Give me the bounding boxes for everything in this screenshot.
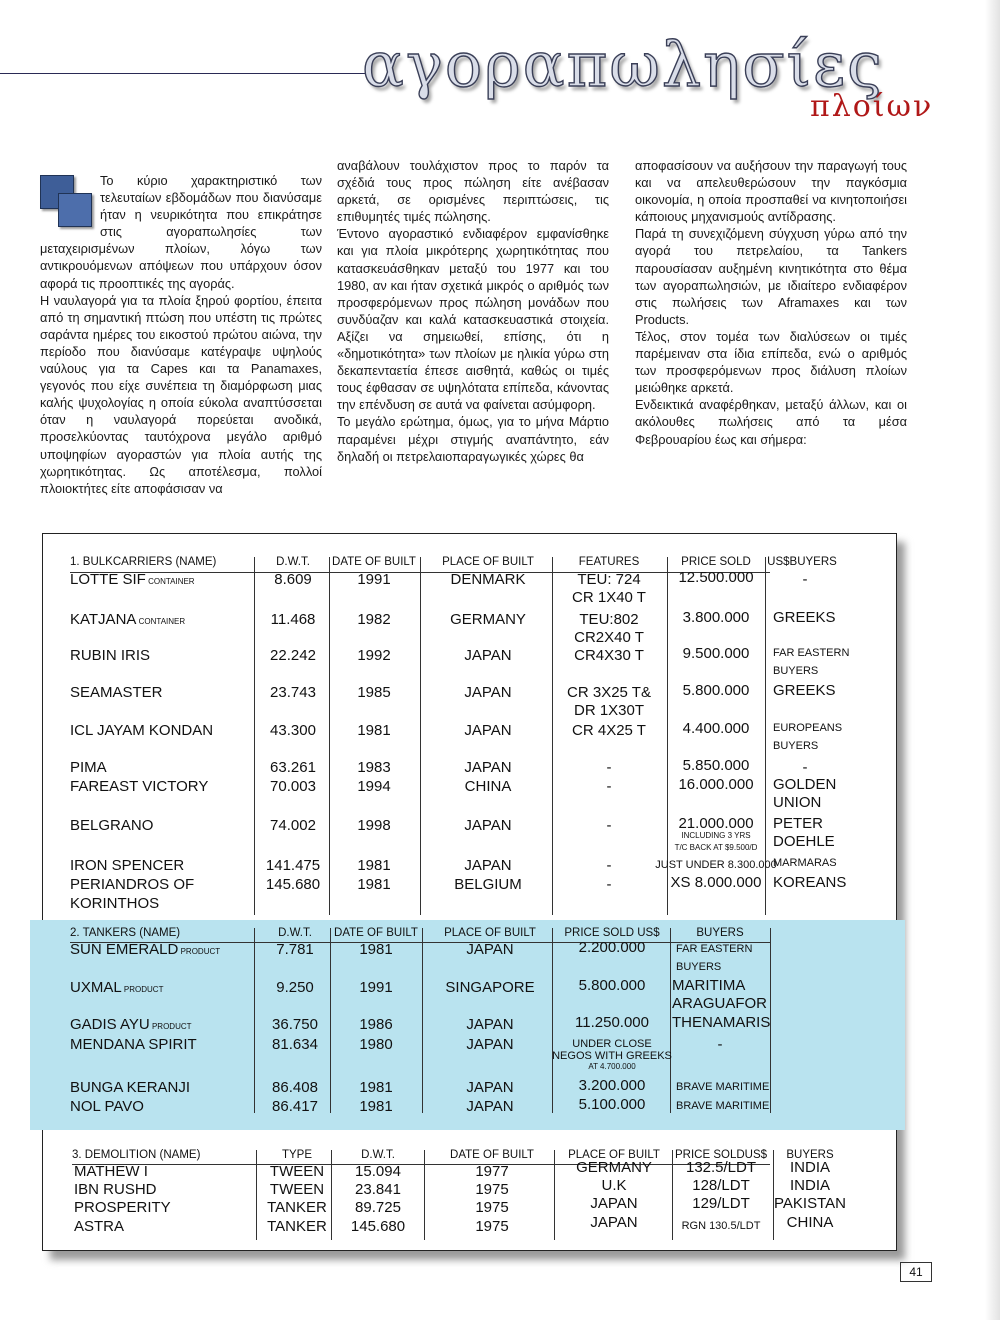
demolition-row-2-year: 1975 [475,1199,509,1216]
bulk-row-9-place: BELGIUM [454,876,522,893]
demolition-row-0-type: TWEEN [269,1163,325,1180]
paragraph: Έντονο αγοραστικό ενδιαφέρον εμφανίσθηκε και για πλοία μικρότερης χωρητικότητας που κατασκευάσθηκαν μεταξύ του 1977 και του 1980, αν και ήταν σχετικά μικρός ο αριθμός των προσφερόμενων προς πώληση μονάδων που συνδύαζαν και καλά κατασκευαστικά στοιχεία. Αξίζει να σημειωθεί, επίσης, ότι η «δημοτικότητα» των πλοίων με ηλικία γύρω στη δεκαπενταετία έπεσε αισθητά, καθώς οι τιμές τους έφθασαν σε υψηλότατα επίπεδα, κάνοντας την επένδυση σε αυτά να φαίνεται ασύμφορη. [337,226,609,413]
bulk-row-9-buyers: KOREANS [773,874,847,891]
tanker-row-5-dwt: 86.417 [272,1098,318,1115]
bulk-row-9-price: XS 8.000.000 [670,874,762,891]
paragraph: αναβάλουν τουλάχιστον προς το παρόν τα σχέδιά τους προς πώληση είτε ανέβασαν αρκετά, σε ορισμένες περιπτώσεις, τις επιθυμητές τιμές πώλησης. [337,158,609,225]
bulk-row-0-place: DENMARK [450,571,526,588]
bulk-row-9-year: 1981 [357,876,391,893]
vessel-name: RUBIN IRIS [70,647,151,664]
table-column-rule [424,1150,425,1240]
bulk-row-3-buyers: GREEKS [773,682,836,699]
bulk-row-4-price: 4.400.000 [682,720,750,737]
tanker-row-4-buyers: BRAVE MARITIME [676,1081,770,1093]
bulk-row-1-features: TEU:802 [579,611,639,628]
tanker-row-3-dwt: 81.634 [272,1036,318,1053]
bulk-row-0-year: 1991 [357,571,391,588]
table-column-rule [254,928,255,1113]
demolition-row-1-place: U.K [601,1177,627,1194]
bulk-row-8-price: JUST UNDER 8.300.000 [655,859,777,871]
tanker-row-5-year: 1981 [359,1098,393,1115]
table-column-rule [552,928,553,1113]
tankers-header-5: BUYERS [696,927,744,939]
tanker-row-1-year: 1991 [359,979,393,996]
table-column-rule [422,928,423,1113]
bulk-row-4-vessel-name [70,723,213,738]
bulk-row-5-buyers: - [802,759,808,776]
bulk-row-3-place: JAPAN [464,684,512,701]
tanker-row-5-buyers: BRAVE MARITIME [676,1100,770,1112]
bulk-header-6: US$BUYERS [767,556,837,568]
table-column-rule [330,928,331,1113]
vessel-name: GADIS AYU [70,1016,150,1033]
demolition-header-5: PRICE SOLDUS$ [674,1149,768,1161]
paragraph: Το κύριο χαρακτηριστικό των τελευταίων εβδομάδων που διανύσαμε ήταν η νευρικότητα που επικράτησε στις αγοραπωλησίες των μεταχειρισμένων πλοίων, λόγω των αντικρουόμενων απόψεων που υπάρχουν όσον αφορά τις προοπτικές της αγοράς. [40,173,322,291]
bulk-row-0-dwt: 8.609 [274,571,312,588]
demolition-row-2-dwt: 89.725 [355,1199,401,1216]
tanker-row-3-buyers: - [717,1036,723,1053]
bulk-row-3-dwt: 23.743 [270,684,316,701]
bulk-row-1-features: CR2X40 T [574,629,644,646]
vessel-type-tag: PRODUCT [149,1022,192,1031]
demolition-row-2-price: 129/LDT [692,1195,750,1212]
tanker-row-4-dwt: 86.408 [272,1079,318,1096]
bulk-row-5-place: JAPAN [464,759,512,776]
bulk-row-0-features: CR 1X40 T [572,589,646,606]
demolition-row-3-place: JAPAN [590,1214,638,1231]
bulk-row-3-vessel-name [70,685,163,700]
tanker-row-3-price-note: UNDER CLOSE [572,1038,652,1050]
bulk-row-7-buyers: PETER [773,815,824,832]
bulk-row-6-year: 1994 [357,778,391,795]
bulk-row-5-year: 1983 [357,759,391,776]
bulk-row-2-price: 9.500.000 [682,645,750,662]
bulk-row-6-price: 16.000.000 [678,776,754,793]
bulk-row-0-features: TEU: 724 [577,571,641,588]
tanker-row-2-buyers: THENAMARIS [672,1014,771,1031]
tanker-row-0-place: JAPAN [466,941,514,958]
bulk-row-8-vessel-name [70,858,184,873]
bulk-row-0-price: 12.500.000 [678,569,754,586]
bulk-row-0-buyers: - [802,571,808,588]
bulk-row-4-buyers: EUROPEANS [773,722,843,734]
demolition-row-3-year: 1975 [475,1218,509,1235]
demolition-header-6: BUYERS [786,1149,834,1161]
bulk-row-5-features: - [606,759,612,776]
bulk-row-1-vessel-name [70,612,185,627]
bulk-row-1-place: GERMANY [450,611,526,628]
vessel-name: KATJANA [70,611,137,628]
tanker-row-4-vessel-name [70,1080,190,1095]
paragraph: Παρά τη συνεχιζόμενη σύγχυση γύρω από την αγορά του πετρελαίου, τα Tankers παρουσίασαν αυξημένη κινητικότητα στο θέμα των αγοραπωλησιών, με ιδιαίτερο ενδιαφέρον στις πωλήσεις των Aframaxes και των Products. [635,226,907,327]
tanker-row-2-vessel-name [70,1017,192,1032]
bulk-row-7-year: 1998 [357,817,391,834]
tanker-row-2-year: 1986 [359,1016,393,1033]
vessel-name: PIMA [70,759,107,776]
paragraph: Η ναυλαγορά για τα πλοία ξηρού φορτίου, έπειτα από τη σημαντική πτώση που υπέστη τις πρώτες σαράντα ημέρες του εικοστού πρώτου αιώνα, την περίοδο που διανύσαμε κατέγραψε υψηλούς ναύλους για τα Capes και τα Panamaxes, γεγονός που είχε συνέπεια τη διαμόρφωση μιας καλής ψυχολογίας η οποία εύκολα αναπτύσσεται όταν η ναυλαγορά πορεύεται ανοδικά, προσελκύοντας ταυτόχρονα μεγάλο αριθμό υποψηφίων αγοραστών για πλοία αυτής της χωρητικότητας. Ως αποτέλεσμα, πολλοί πλοιοκτήτες είτε αποφάσισαν να [40,292,322,496]
bulk-row-4-dwt: 43.300 [270,722,316,739]
bulk-row-6-vessel-name [70,779,208,794]
vessel-name: SUN EMERALD [70,941,179,958]
bulk-row-9-vessel-name-2: KORINTHOS [70,895,160,912]
bulk-row-7-price: 21.000.000 [678,815,754,832]
tankers-header-1: D.W.T. [278,927,312,939]
tanker-row-5-place: JAPAN [466,1098,514,1115]
tankers-header-3: PLACE OF BUILT [444,927,536,939]
demolition-header-1: TYPE [281,1149,313,1161]
bulk-row-6-buyers: GOLDEN [773,776,837,793]
bulk-row-3-year: 1985 [357,684,391,701]
bulk-header-4: FEATURES [578,556,640,568]
tanker-row-5-price: 5.100.000 [578,1096,646,1113]
demolition-row-3-buyers: CHINA [786,1214,834,1231]
table-column-rule [554,1150,555,1240]
article-column-1 [40,172,322,497]
vessel-name: IRON SPENCER [70,857,185,874]
tanker-row-5-vessel-name [70,1099,144,1114]
table-column-rule [552,557,553,915]
bulk-row-5-price: 5.850.000 [682,757,750,774]
demolition-row-3-dwt: 145.680 [350,1218,406,1235]
vessel-type-tag: PRODUCT [178,947,221,956]
demolition-header-4: PLACE OF BUILT [568,1149,660,1161]
bulk-row-2-vessel-name [70,648,150,663]
paragraph: Το μεγάλο ερώτημα, όμως, για το μήνα Μάρτιο παραμένει μέχρι στιγμής αναπάντητο, εάν δηλαδή οι πετρελαιοπαραγωγικές χώρες θα [337,414,609,464]
demolition-row-1-buyers: INDIA [789,1177,831,1194]
vessel-name: BELGRANO [70,817,154,834]
dropcap-space [40,172,100,224]
demolition-row-3-vessel-name: ASTRA [74,1218,125,1235]
demolition-row-2-buyers: PAKISTAN [774,1195,846,1212]
paragraph: Τέλος, στον τομέα των διαλύσεων οι τιμές παρέμειναν στα ίδια επίπεδα, ενώ ο αριθμός των προσφερόμενων προς διάλυση πλοίων μειώθηκε αρκετά. [635,328,907,396]
demolition-row-0-vessel-name: MATHEW I [74,1163,148,1180]
vessel-name: MENDANA SPIRIT [70,1036,197,1053]
demolition-row-0-price: 132.5/LDT [685,1159,757,1176]
tanker-row-1-buyers: MARITIMA [672,977,746,994]
bulk-row-2-buyers: FAR EASTERN [773,647,850,659]
vessel-name: BUNGA KERANJI [70,1079,191,1096]
bulk-header-3: PLACE OF BUILT [442,556,534,568]
vessel-name: ICL JAYAM KONDAN [70,722,214,739]
bulk-row-6-features: - [606,778,612,795]
bulk-row-8-year: 1981 [357,857,391,874]
demolition-header-2: D.W.T. [361,1149,395,1161]
demolition-row-2-place: JAPAN [590,1195,638,1212]
vessel-name: NOL PAVO [70,1098,144,1115]
vessel-type-tag: PRODUCT [121,985,164,994]
paragraph: Ενδεικτικά αναφέρθηκαν, μεταξύ άλλων, και οι ακόλουθες πωλήσεις από τα μέσα Φεβρουαρίου έως και σήμερα: [635,397,907,447]
table-column-rule [256,1150,257,1240]
bulk-header-2: DATE OF BUILT [332,556,416,568]
tanker-row-1-buyers: ARAGUAFOR [672,995,768,1012]
tanker-row-1-dwt: 9.250 [276,979,314,996]
paragraph: αποφασίσουν να αυξήσουν την παραγωγή τους και να απελευθερώσουν την παγκόσμια οικονομία, η οποία προσπαθεί να κινητοποιήσει κάποιους μηχανισμούς αντίδρασης. [635,158,907,225]
table-column-rule [329,557,330,915]
bulk-header-0: 1. BULKCARRIERS (NAME) [70,556,217,568]
tanker-row-4-year: 1981 [359,1079,393,1096]
bulk-header-5: PRICE SOLD [681,556,751,568]
bulk-row-6-place: CHINA [464,778,512,795]
tanker-row-3-vessel-name [70,1037,197,1052]
bulk-row-2-buyers: BUYERS [773,665,819,677]
demolition-row-1-price: 128/LDT [692,1177,750,1194]
bulk-row-2-dwt: 22.242 [270,647,316,664]
tanker-row-4-price: 3.200.000 [578,1077,646,1094]
bulk-row-2-year: 1992 [357,647,391,664]
bulk-row-8-place: JAPAN [464,857,512,874]
tanker-row-2-place: JAPAN [466,1016,514,1033]
demolition-row-1-dwt: 23.841 [355,1181,401,1198]
bulk-row-1-price: 3.800.000 [682,609,750,626]
bulk-row-2-features: CR4X30 T [574,647,644,664]
bulk-row-3-features: CR 3X25 T& [567,684,651,701]
demolition-row-0-year: 1977 [475,1163,509,1180]
bulk-header-1: D.W.T. [276,556,310,568]
bulk-row-6-buyers: UNION [773,794,822,811]
tanker-row-3-price-note: AT 4.700.000 [588,1062,636,1071]
bulk-row-7-buyers: DOEHLE [773,833,835,850]
bulk-row-7-place: JAPAN [464,817,512,834]
table-column-rule [331,1150,332,1240]
demolition-row-2-vessel-name: PROSPERITY [74,1199,171,1216]
vessel-name: UXMAL [70,979,122,996]
bulk-row-3-features: DR 1X30T [573,702,645,719]
table-column-rule [254,557,255,915]
bulk-row-7-vessel-name [70,818,153,833]
demolition-row-0-place: GERMANY [576,1159,652,1176]
tankers-header-0: 2. TANKERS (NAME) [70,927,181,939]
demolition-row-3-type: TANKER [267,1218,327,1235]
table-column-rule [420,557,421,915]
vessel-name: LOTTE SIF [70,571,146,588]
bulk-row-1-buyers: GREEKS [773,609,836,626]
bulk-row-4-year: 1981 [357,722,391,739]
bulk-row-6-dwt: 70.003 [270,778,316,795]
demolition-row-3-price: RGN 130.5/LDT [681,1220,761,1232]
bulk-row-9-dwt: 145.680 [265,876,321,893]
demolition-row-0-buyers: INDIA [789,1159,831,1176]
bulk-row-9-vessel-name [70,877,194,892]
demolition-row-1-year: 1975 [475,1181,509,1198]
bulk-row-1-year: 1982 [357,611,391,628]
demolition-header-0: 3. DEMOLITION (NAME) [72,1149,201,1161]
tanker-row-3-year: 1980 [359,1036,393,1053]
bulk-row-1-dwt: 11.468 [270,611,316,628]
table-column-rule [670,928,671,1113]
tanker-row-0-year: 1981 [359,941,393,958]
tankers-header-4: PRICE SOLD US$ [564,927,660,939]
tanker-row-2-price: 11.250.000 [575,1014,649,1031]
bulk-row-0-vessel-name [70,572,195,587]
bulk-row-7-price-note: INCLUDING 3 YRS [681,831,751,840]
bulk-row-8-buyers: MARMARAS [773,857,837,869]
tanker-row-4-place: JAPAN [466,1079,514,1096]
tanker-row-1-vessel-name [70,980,163,995]
tanker-row-0-vessel-name [70,942,220,957]
table-column-rule [672,1150,673,1240]
bulk-row-3-price: 5.800.000 [682,682,750,699]
tanker-row-0-buyers: FAR EASTERN [676,943,753,955]
page-subtitle: πλοίων [810,89,934,124]
table-rule [72,1164,770,1165]
demolition-row-2-type: TANKER [267,1199,327,1216]
bulk-row-9-features: - [606,876,612,893]
demolition-header-3: DATE OF BUILT [450,1149,534,1161]
bulk-row-5-vessel-name [70,760,107,775]
vessel-type-tag: CONTAINER [145,577,195,586]
tanker-row-3-price-note: NEGOS WITH GREEKS [552,1050,672,1062]
bulk-row-7-dwt: 74.002 [270,817,316,834]
tanker-row-1-place: SINGAPORE [445,979,535,996]
bulk-row-4-place: JAPAN [464,722,512,739]
bulk-row-4-features: CR 4X25 T [572,722,646,739]
demolition-row-1-vessel-name: IBN RUSHD [74,1181,157,1198]
bulk-row-8-dwt: 141.475 [265,857,321,874]
tanker-row-1-price: 5.800.000 [578,977,646,994]
bulk-row-2-place: JAPAN [464,647,512,664]
vessel-type-tag: CONTAINER [136,617,186,626]
page-edge-shadow [985,0,1000,1320]
tanker-row-2-dwt: 36.750 [272,1016,318,1033]
tanker-row-3-place: JAPAN [466,1036,514,1053]
tanker-row-0-dwt: 7.781 [276,941,314,958]
demolition-row-1-type: TWEEN [269,1181,325,1198]
bulk-row-7-features: - [606,817,612,834]
tanker-row-0-buyers: BUYERS [676,961,722,973]
page-title: αγοραπωλησίες [362,28,884,101]
bulk-row-7-price-note: T/C BACK AT $9.500/D [674,843,758,852]
header-rule [0,73,372,74]
bulk-row-8-features: - [606,857,612,874]
article-column-3 [635,157,907,448]
bulk-row-5-dwt: 63.261 [270,759,316,776]
demolition-row-0-dwt: 15.094 [355,1163,401,1180]
tanker-row-0-price: 2.200.000 [578,939,646,956]
page-number: 41 [900,1262,932,1282]
vessel-name: SEAMASTER [70,684,163,701]
vessel-name: PERIANDROS OF [70,876,195,893]
tankers-header-2: DATE OF BUILT [334,927,418,939]
bulk-row-4-buyers: BUYERS [773,740,819,752]
article-column-2 [337,157,609,465]
vessel-name: FAREAST VICTORY [70,778,209,795]
